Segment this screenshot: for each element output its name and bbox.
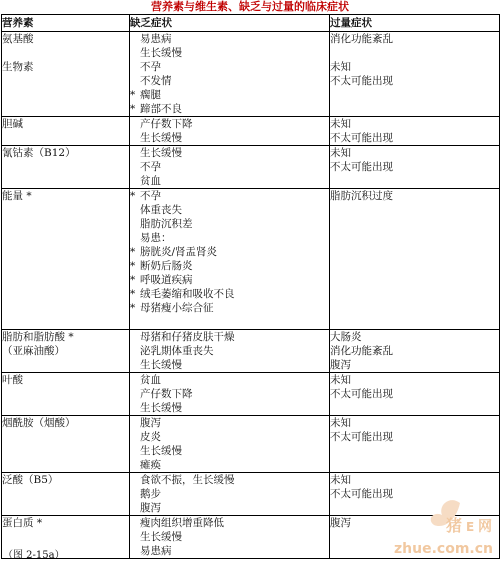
excess-item xyxy=(330,88,499,102)
nutrient-cell xyxy=(2,416,130,473)
deficiency-text: 产仔数下降 xyxy=(140,118,193,130)
nutrient-name xyxy=(2,387,129,401)
deficiency-text: 不发情 xyxy=(140,75,172,87)
deficiency-text: 生长缓慢 xyxy=(140,402,182,414)
deficiency-text: 不孕 xyxy=(140,190,161,202)
excess-item: 不太可能出现 xyxy=(330,488,393,500)
deficiency-text: 易患： xyxy=(140,232,172,244)
excess-cell xyxy=(330,416,500,473)
excess-item: 脂肪沉积过度 xyxy=(330,190,393,202)
deficiency-cell xyxy=(130,146,330,189)
nutrient-name xyxy=(2,401,129,415)
nutrient-name xyxy=(2,231,129,245)
deficiency-text: 生长缓慢 xyxy=(140,531,182,543)
deficiency-cell xyxy=(130,373,330,416)
deficiency-item xyxy=(130,146,329,160)
deficiency-item xyxy=(130,330,329,344)
deficiency-item xyxy=(130,203,329,217)
nutrient-name xyxy=(2,88,129,102)
deficiency-text: 断奶后肠炎 xyxy=(140,260,193,272)
header-nutrient: 营养素 xyxy=(2,15,130,32)
excess-item: 消化功能紊乱 xyxy=(330,345,393,357)
nutrient-name xyxy=(2,203,129,217)
deficiency-text: 瘸腿 xyxy=(140,89,161,101)
table-body xyxy=(2,32,500,559)
nutrient-name xyxy=(2,131,129,145)
deficiency-item xyxy=(130,231,329,245)
symptom-table xyxy=(1,14,500,559)
nutrient-name xyxy=(2,301,129,315)
table-row xyxy=(2,189,500,330)
table-title: 营养素与维生素、缺乏与过量的临床症状 xyxy=(151,0,349,13)
table-row xyxy=(2,330,500,373)
excess-item: 不太可能出现 xyxy=(330,388,393,400)
nutrient-name xyxy=(2,358,129,372)
deficiency-item xyxy=(130,416,329,430)
table-row xyxy=(2,416,500,473)
deficiency-text: 贫血 xyxy=(140,374,161,386)
nutrient-name: 能量 * xyxy=(2,190,32,202)
deficiency-text: 泌乳期体重丧失 xyxy=(140,345,214,357)
deficiency-item xyxy=(130,74,329,88)
excess-item xyxy=(330,245,499,259)
nutrient-name xyxy=(2,487,129,501)
deficiency-item xyxy=(130,287,329,301)
nutrient-name: 蛋白质 * xyxy=(2,517,43,529)
deficiency-cell xyxy=(130,330,330,373)
excess-item: 不太可能出现 xyxy=(330,132,393,144)
deficiency-item xyxy=(130,32,329,46)
nutrient-name xyxy=(2,501,129,515)
deficiency-item xyxy=(130,516,329,530)
asterisk-marker: * xyxy=(130,260,136,272)
excess-item: 未知 xyxy=(330,61,351,73)
deficiency-item xyxy=(130,473,329,487)
excess-item: 腹泻 xyxy=(330,517,351,529)
excess-item: 未知 xyxy=(330,147,351,159)
deficiency-item xyxy=(130,60,329,74)
deficiency-item xyxy=(130,160,329,174)
asterisk-marker: * xyxy=(130,288,136,300)
deficiency-text: 脂肪沉积差 xyxy=(140,218,193,230)
nutrient-name: 氨基酸 xyxy=(2,33,34,45)
deficiency-cell xyxy=(130,473,330,516)
nutrient-name: 生物素 xyxy=(2,61,34,73)
header-deficiency: 缺乏症状 xyxy=(130,15,330,32)
deficiency-text: 生长缓慢 xyxy=(140,132,182,144)
deficiency-item xyxy=(130,458,329,472)
nutrient-cell xyxy=(2,146,130,189)
deficiency-text: 绒毛萎缩和吸收不良 xyxy=(140,288,235,300)
header-excess: 过量症状 xyxy=(330,15,500,32)
excess-item xyxy=(330,444,499,458)
excess-item: 未知 xyxy=(330,374,351,386)
nutrient-cell xyxy=(2,117,130,146)
deficiency-item xyxy=(130,259,329,273)
figure-caption: （图 2-15a） xyxy=(3,550,65,561)
nutrient-name xyxy=(2,46,129,60)
deficiency-item xyxy=(130,46,329,60)
deficiency-item xyxy=(130,131,329,145)
deficiency-item xyxy=(130,301,329,315)
deficiency-text: 贫血 xyxy=(140,175,161,187)
deficiency-text: 母猪瘦小综合征 xyxy=(140,302,214,314)
excess-item xyxy=(330,287,499,301)
nutrient-name: 烟酰胺（烟酸） xyxy=(2,417,76,429)
excess-item: 未知 xyxy=(330,417,351,429)
deficiency-cell xyxy=(130,189,330,330)
deficiency-item xyxy=(130,358,329,372)
deficiency-item xyxy=(130,530,329,544)
nutrient-name: 叶酸 xyxy=(2,374,23,386)
excess-item xyxy=(330,217,499,231)
excess-cell xyxy=(330,189,500,330)
nutrient-name xyxy=(2,74,129,88)
deficiency-text: 生长缓慢 xyxy=(140,445,182,457)
deficiency-item xyxy=(130,544,329,558)
excess-item: 消化功能紊乱 xyxy=(330,33,393,45)
deficiency-cell xyxy=(130,117,330,146)
excess-item xyxy=(330,231,499,245)
table-row xyxy=(2,373,500,416)
nutrient-cell xyxy=(2,32,130,117)
deficiency-item xyxy=(130,344,329,358)
asterisk-marker: * xyxy=(130,103,136,115)
deficiency-text: 生长缓慢 xyxy=(140,359,182,371)
nutrient-name xyxy=(2,217,129,231)
deficiency-item xyxy=(130,501,329,515)
deficiency-item xyxy=(130,487,329,501)
asterisk-marker: * xyxy=(130,89,136,101)
excess-item xyxy=(330,174,499,188)
deficiency-text: 体重丧失 xyxy=(140,204,182,216)
deficiency-item xyxy=(130,387,329,401)
deficiency-item xyxy=(130,174,329,188)
deficiency-text: 食欲不振，生长缓慢 xyxy=(140,474,235,486)
watermark-sep-text: E xyxy=(466,520,475,534)
deficiency-item xyxy=(130,444,329,458)
nutrient-name: 胆碱 xyxy=(2,118,23,130)
deficiency-item xyxy=(130,373,329,387)
nutrient-name xyxy=(2,458,129,472)
deficiency-text: 瘫痪 xyxy=(140,459,161,471)
deficiency-text: 瘦肉组织增重降低 xyxy=(140,517,224,529)
nutrient-name xyxy=(2,315,129,329)
watermark-url-text: zhue.com.cn xyxy=(394,541,493,557)
deficiency-item xyxy=(130,245,329,259)
deficiency-text: 膀胱炎/肾盂肾炎 xyxy=(140,246,218,258)
excess-item xyxy=(330,46,499,60)
deficiency-text: 不孕 xyxy=(140,61,161,73)
asterisk-marker: * xyxy=(130,302,136,314)
excess-cell xyxy=(330,146,500,189)
nutrient-name: 脂肪和脂肪酸 * xyxy=(2,331,74,343)
nutrient-name: 泛酸（B5） xyxy=(2,474,59,486)
nutrient-name: 氰钴素（B12） xyxy=(2,147,76,159)
deficiency-text: 生长缓慢 xyxy=(140,47,182,59)
nutrient-name xyxy=(2,287,129,301)
excess-item xyxy=(330,259,499,273)
table-row xyxy=(2,32,500,117)
deficiency-item xyxy=(130,88,329,102)
excess-cell xyxy=(330,330,500,373)
deficiency-item xyxy=(130,273,329,287)
excess-item: 不太可能出现 xyxy=(330,431,393,443)
deficiency-text: 生长缓慢 xyxy=(140,147,182,159)
nutrient-name xyxy=(2,160,129,174)
deficiency-text: 产仔数下降 xyxy=(140,388,193,400)
nutrient-name xyxy=(2,273,129,287)
nutrient-cell xyxy=(2,189,130,330)
excess-item: 腹泻 xyxy=(330,359,351,371)
nutrient-name xyxy=(2,444,129,458)
excess-item: 大肠炎 xyxy=(330,331,362,343)
nutrient-name xyxy=(2,245,129,259)
header-row xyxy=(2,15,500,32)
nutrient-name xyxy=(2,530,129,544)
watermark-logo xyxy=(390,497,498,557)
deficiency-text: 腹泻 xyxy=(140,417,161,429)
deficiency-text: 鹅步 xyxy=(140,488,161,500)
deficiency-text: 不孕 xyxy=(140,161,161,173)
deficiency-item xyxy=(130,401,329,415)
deficiency-item xyxy=(130,189,329,203)
excess-item xyxy=(330,401,499,415)
nutrient-name xyxy=(2,102,129,116)
deficiency-text: 母猪和仔猪皮肤干燥 xyxy=(140,331,235,343)
excess-item xyxy=(330,273,499,287)
excess-item: 不太可能出现 xyxy=(330,161,393,173)
deficiency-item xyxy=(130,217,329,231)
nutrient-cell xyxy=(2,473,130,516)
excess-item: 不太可能出现 xyxy=(330,75,393,87)
asterisk-marker: * xyxy=(130,274,136,286)
excess-cell xyxy=(330,373,500,416)
excess-cell xyxy=(330,32,500,117)
deficiency-text: 皮炎 xyxy=(140,431,161,443)
deficiency-text: 蹄部不良 xyxy=(140,103,182,115)
excess-cell xyxy=(330,117,500,146)
nutrient-cell xyxy=(2,330,130,373)
excess-item: 未知 xyxy=(330,474,351,486)
deficiency-text: 腹泻 xyxy=(140,502,161,514)
nutrient-name: （亚麻油酸） xyxy=(2,345,65,357)
deficiency-cell xyxy=(130,32,330,117)
deficiency-text: 易患病 xyxy=(140,545,172,557)
watermark-net-text: 网 xyxy=(478,519,492,535)
deficiency-item xyxy=(130,117,329,131)
excess-item xyxy=(330,203,499,217)
deficiency-cell xyxy=(130,416,330,473)
nutrient-name xyxy=(2,259,129,273)
table-row xyxy=(2,117,500,146)
deficiency-cell xyxy=(130,516,330,559)
table-row xyxy=(2,146,500,189)
nutrient-name xyxy=(2,174,129,188)
excess-item xyxy=(330,301,499,315)
deficiency-item xyxy=(130,102,329,116)
excess-item xyxy=(330,458,499,472)
excess-item: 未知 xyxy=(330,118,351,130)
asterisk-marker: * xyxy=(130,246,136,258)
deficiency-text: 易患病 xyxy=(140,33,172,45)
deficiency-text: 呼吸道疾病 xyxy=(140,274,193,286)
asterisk-marker: * xyxy=(130,190,136,202)
deficiency-item xyxy=(130,430,329,444)
nutrient-name xyxy=(2,430,129,444)
excess-item xyxy=(330,102,499,116)
nutrient-cell xyxy=(2,373,130,416)
watermark-top-text: 猪 xyxy=(446,516,463,535)
